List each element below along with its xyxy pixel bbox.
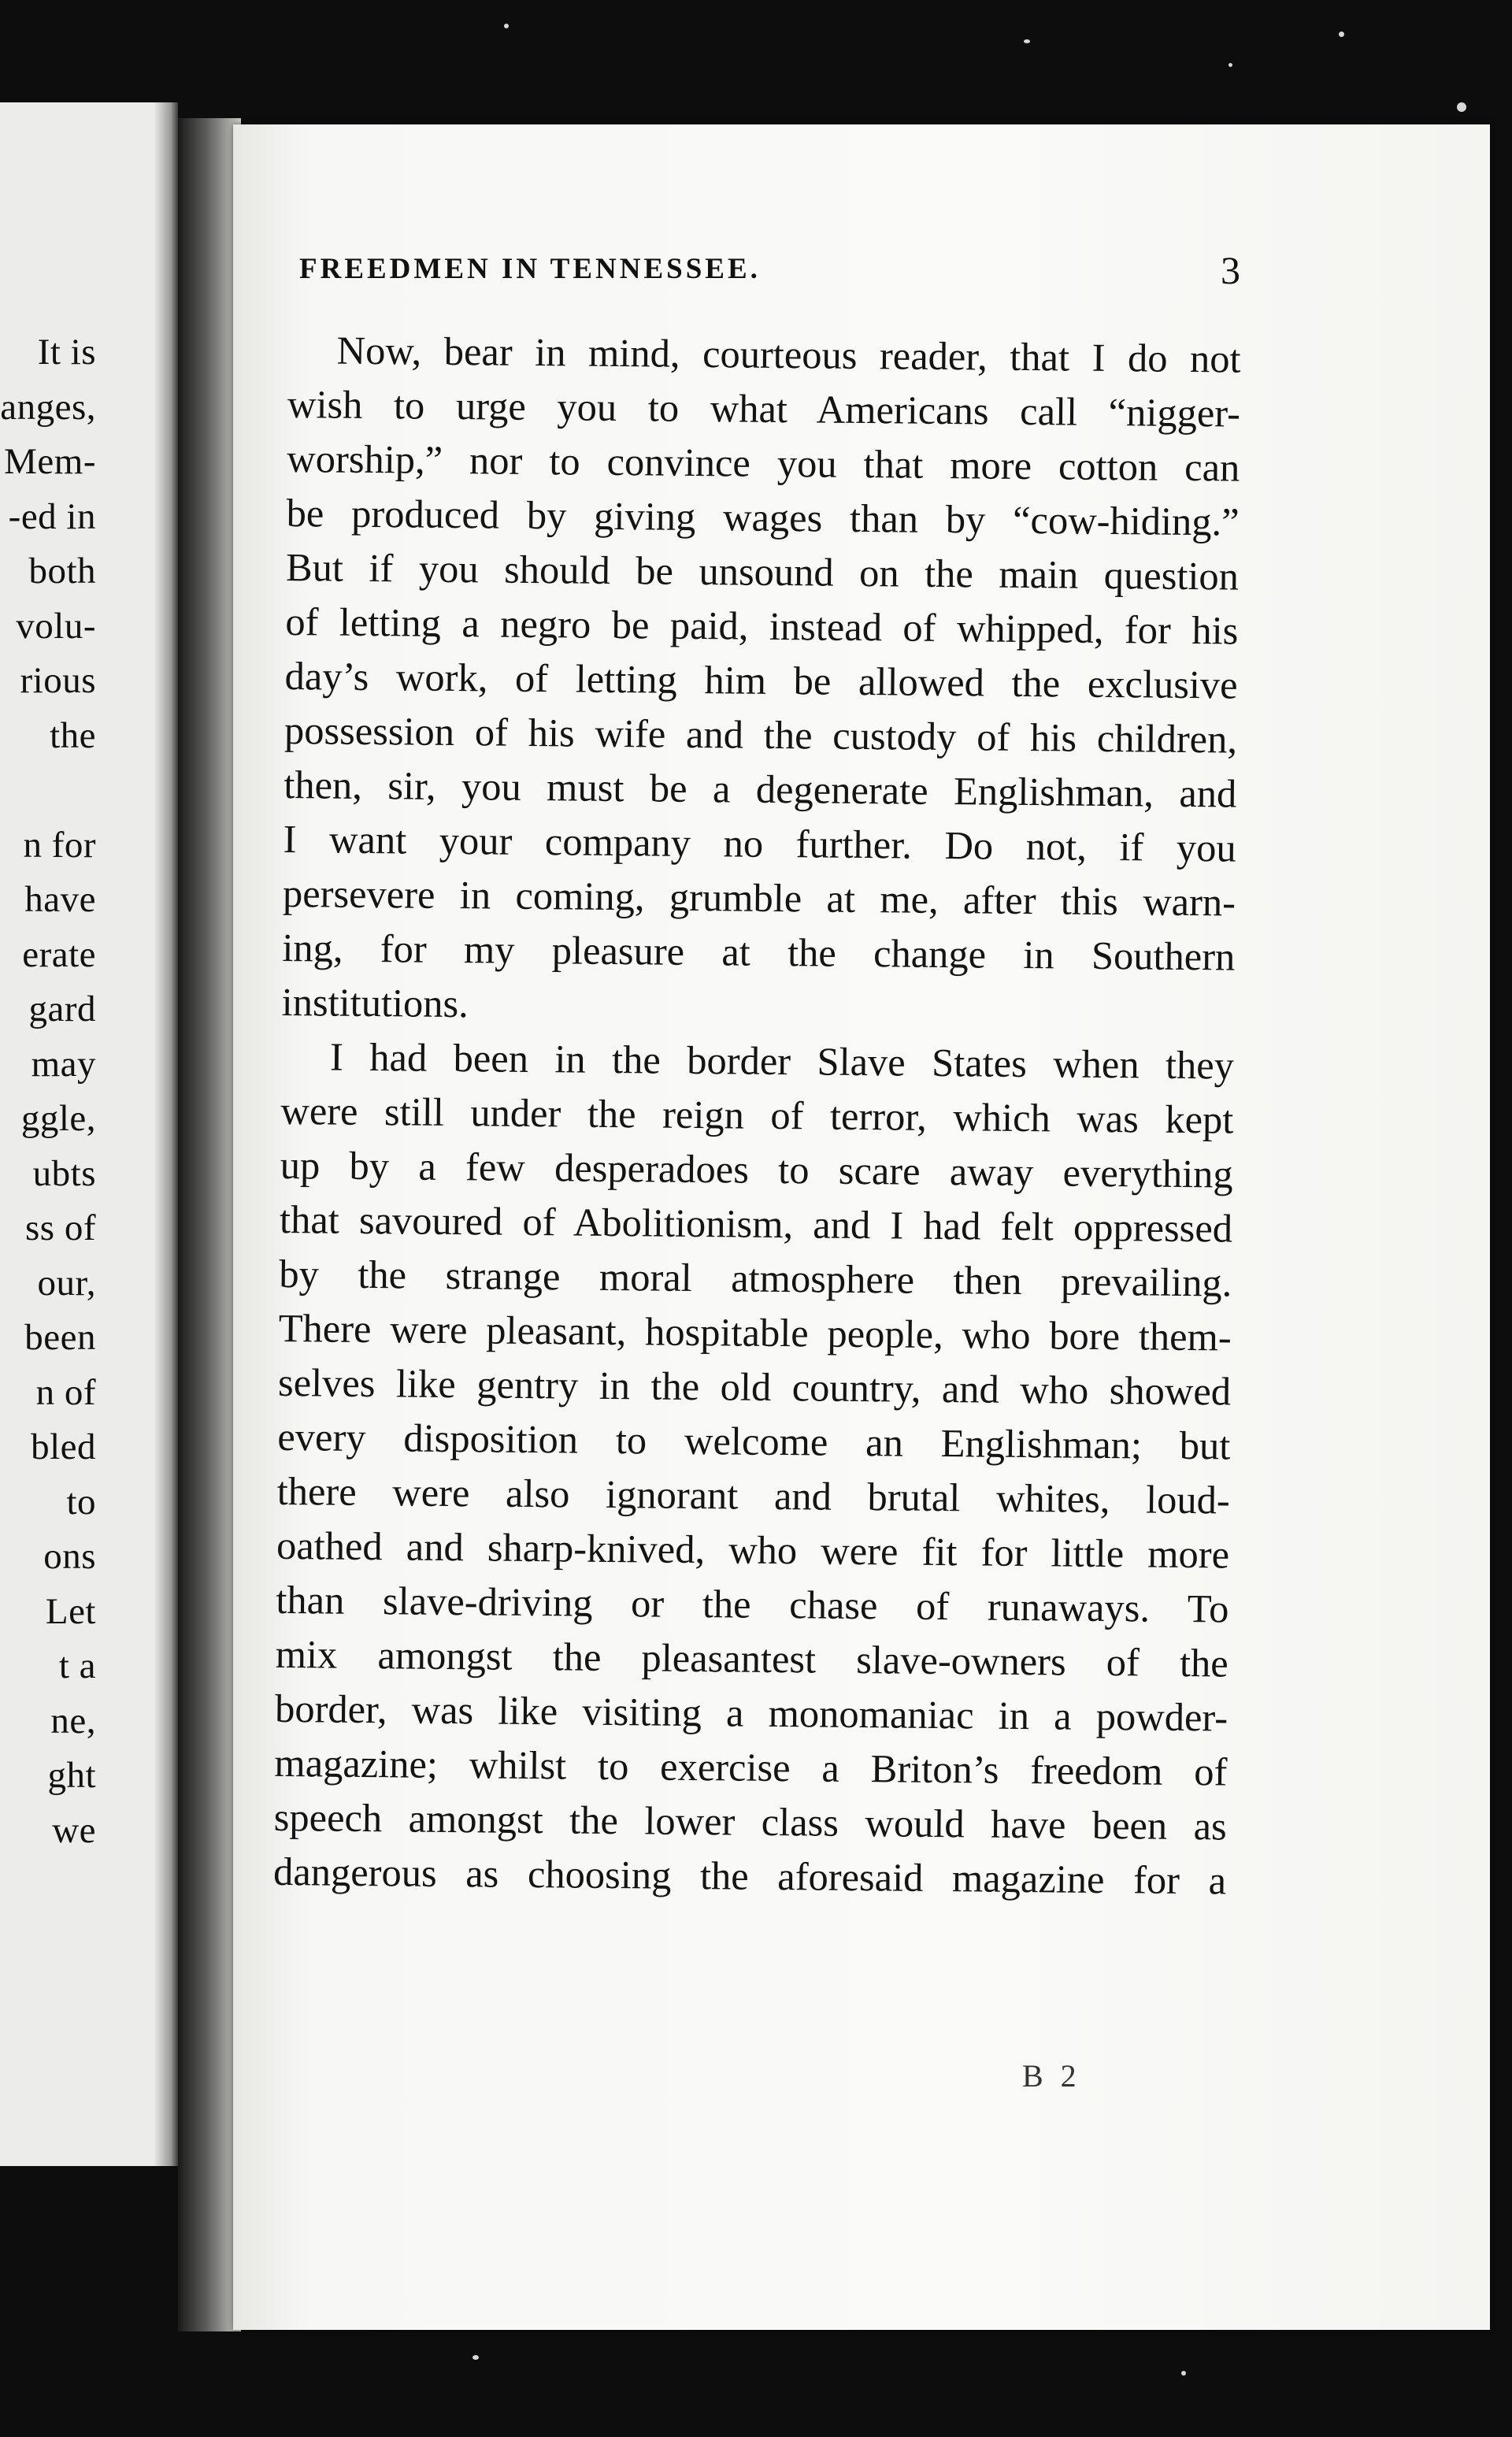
facing-page-line: rious	[20, 660, 96, 701]
film-speck	[1181, 2371, 1186, 2376]
paragraph	[273, 1029, 1235, 1908]
text-line: institutions.	[281, 979, 469, 1026]
text-line: day’s work, of letting him be allowed the exclusive	[284, 653, 1238, 707]
facing-page-line: both	[28, 551, 96, 592]
facing-page-line: bled	[31, 1426, 96, 1467]
text-line: border, was like visiting a monomaniac in a powder-	[274, 1686, 1228, 1740]
text-line: ing, for my pleasure at the change in Southern	[282, 925, 1236, 979]
text-line: worship,” nor to convince you that more cotton can	[287, 436, 1240, 490]
text-line: be produced by giving wages than by “cow-hiding.”	[286, 490, 1240, 544]
facing-page-line: Let	[45, 1590, 96, 1632]
text-line: there were also ignorant and brutal whites, loud-	[276, 1468, 1230, 1523]
facing-page-line: gard	[28, 989, 96, 1029]
text-line: There were pleasant, hospitable people, who bore them-	[278, 1305, 1232, 1359]
facing-page-line: -ed in	[8, 495, 96, 537]
film-speck	[1339, 32, 1344, 37]
text-line: by the strange moral atmosphere then prevailing.	[279, 1251, 1232, 1305]
facing-page-gutter	[154, 102, 178, 2166]
text-line: I want your company no further. Do not, if you	[283, 816, 1236, 870]
text-line: that savoured of Abolitionism, and I had felt oppressed	[279, 1196, 1233, 1251]
body-text	[273, 323, 1241, 1908]
facing-page-line: may	[31, 1043, 96, 1085]
facing-page-line: t a	[58, 1645, 96, 1686]
facing-page-line: anges,	[0, 386, 96, 428]
facing-page-line: been	[24, 1317, 96, 1358]
running-head	[299, 248, 1244, 299]
page-number: 3	[1221, 248, 1240, 292]
text-line: I had been in the border Slave States when they	[329, 1034, 1235, 1088]
facing-page-line: Mem-	[4, 441, 96, 482]
film-speck	[1024, 39, 1030, 43]
signature-mark: B 2	[1022, 2058, 1081, 2094]
facing-page-line: the	[50, 714, 96, 756]
film-speck	[1457, 102, 1466, 112]
film-speck	[1228, 63, 1232, 67]
facing-page-line: volu-	[16, 605, 96, 647]
facing-page-line: ne,	[50, 1700, 96, 1742]
facing-page-line: ubts	[32, 1152, 96, 1194]
text-line: than slave-driving or the chase of runaways. To	[276, 1577, 1229, 1631]
facing-page-line: n of	[35, 1371, 96, 1413]
text-line: magazine; whilst to exercise a Briton’s freedom of	[274, 1740, 1228, 1794]
text-line: possession of his wife and the custody of his children,	[284, 707, 1238, 762]
running-title: FREEDMEN IN TENNESSEE.	[299, 253, 761, 285]
text-line: dangerous as choosing the aforesaid magazine for a	[272, 1849, 1227, 1903]
text-line: every disposition to welcome an Englishman; but	[277, 1414, 1231, 1468]
facing-page-line: It is	[37, 332, 96, 373]
text-line: of letting a negro be paid, instead of whipped, for his	[285, 599, 1239, 653]
text-line: persevere in coming, grumble at me, after this warn-	[282, 870, 1236, 925]
facing-page-line: ggle,	[20, 1098, 96, 1139]
facing-page	[0, 102, 175, 2166]
text-line: speech amongst the lower class would have been as	[273, 1794, 1228, 1849]
facing-page-line: ght	[47, 1755, 96, 1796]
facing-page-line: n for	[23, 824, 96, 866]
binding-shadow	[178, 118, 241, 2331]
text-line: were still under the reign of terror, which was kept	[280, 1088, 1234, 1142]
text-line: Now, bear in mind, courteous reader, that I do not	[336, 328, 1241, 381]
text-line: oathed and sharp-knived, who were fit for little more	[276, 1523, 1230, 1577]
text-line: mix amongst the pleasantest slave-owners of the	[275, 1631, 1228, 1686]
text-line: then, sir, you must be a degenerate Englishman, and	[284, 762, 1237, 816]
facing-page-line: erate	[22, 933, 96, 975]
facing-page-line: we	[52, 1809, 96, 1851]
facing-page-line: have	[24, 879, 96, 920]
text-line: But if you should be unsound on the main question	[285, 544, 1240, 599]
film-speck	[504, 24, 509, 28]
film-speck	[472, 2355, 479, 2360]
text-line: wish to urge you to what Americans call “nigger-	[287, 381, 1241, 436]
text-line: selves like gentry in the old country, and who showed	[277, 1359, 1232, 1414]
facing-page-line: ss of	[25, 1207, 96, 1248]
paragraph	[281, 323, 1241, 1039]
facing-page-line: to	[66, 1481, 96, 1523]
facing-page-line: ons	[43, 1536, 96, 1577]
text-line: up by a few desperadoes to scare away everything	[280, 1142, 1233, 1196]
facing-page-line: our,	[37, 1262, 96, 1304]
